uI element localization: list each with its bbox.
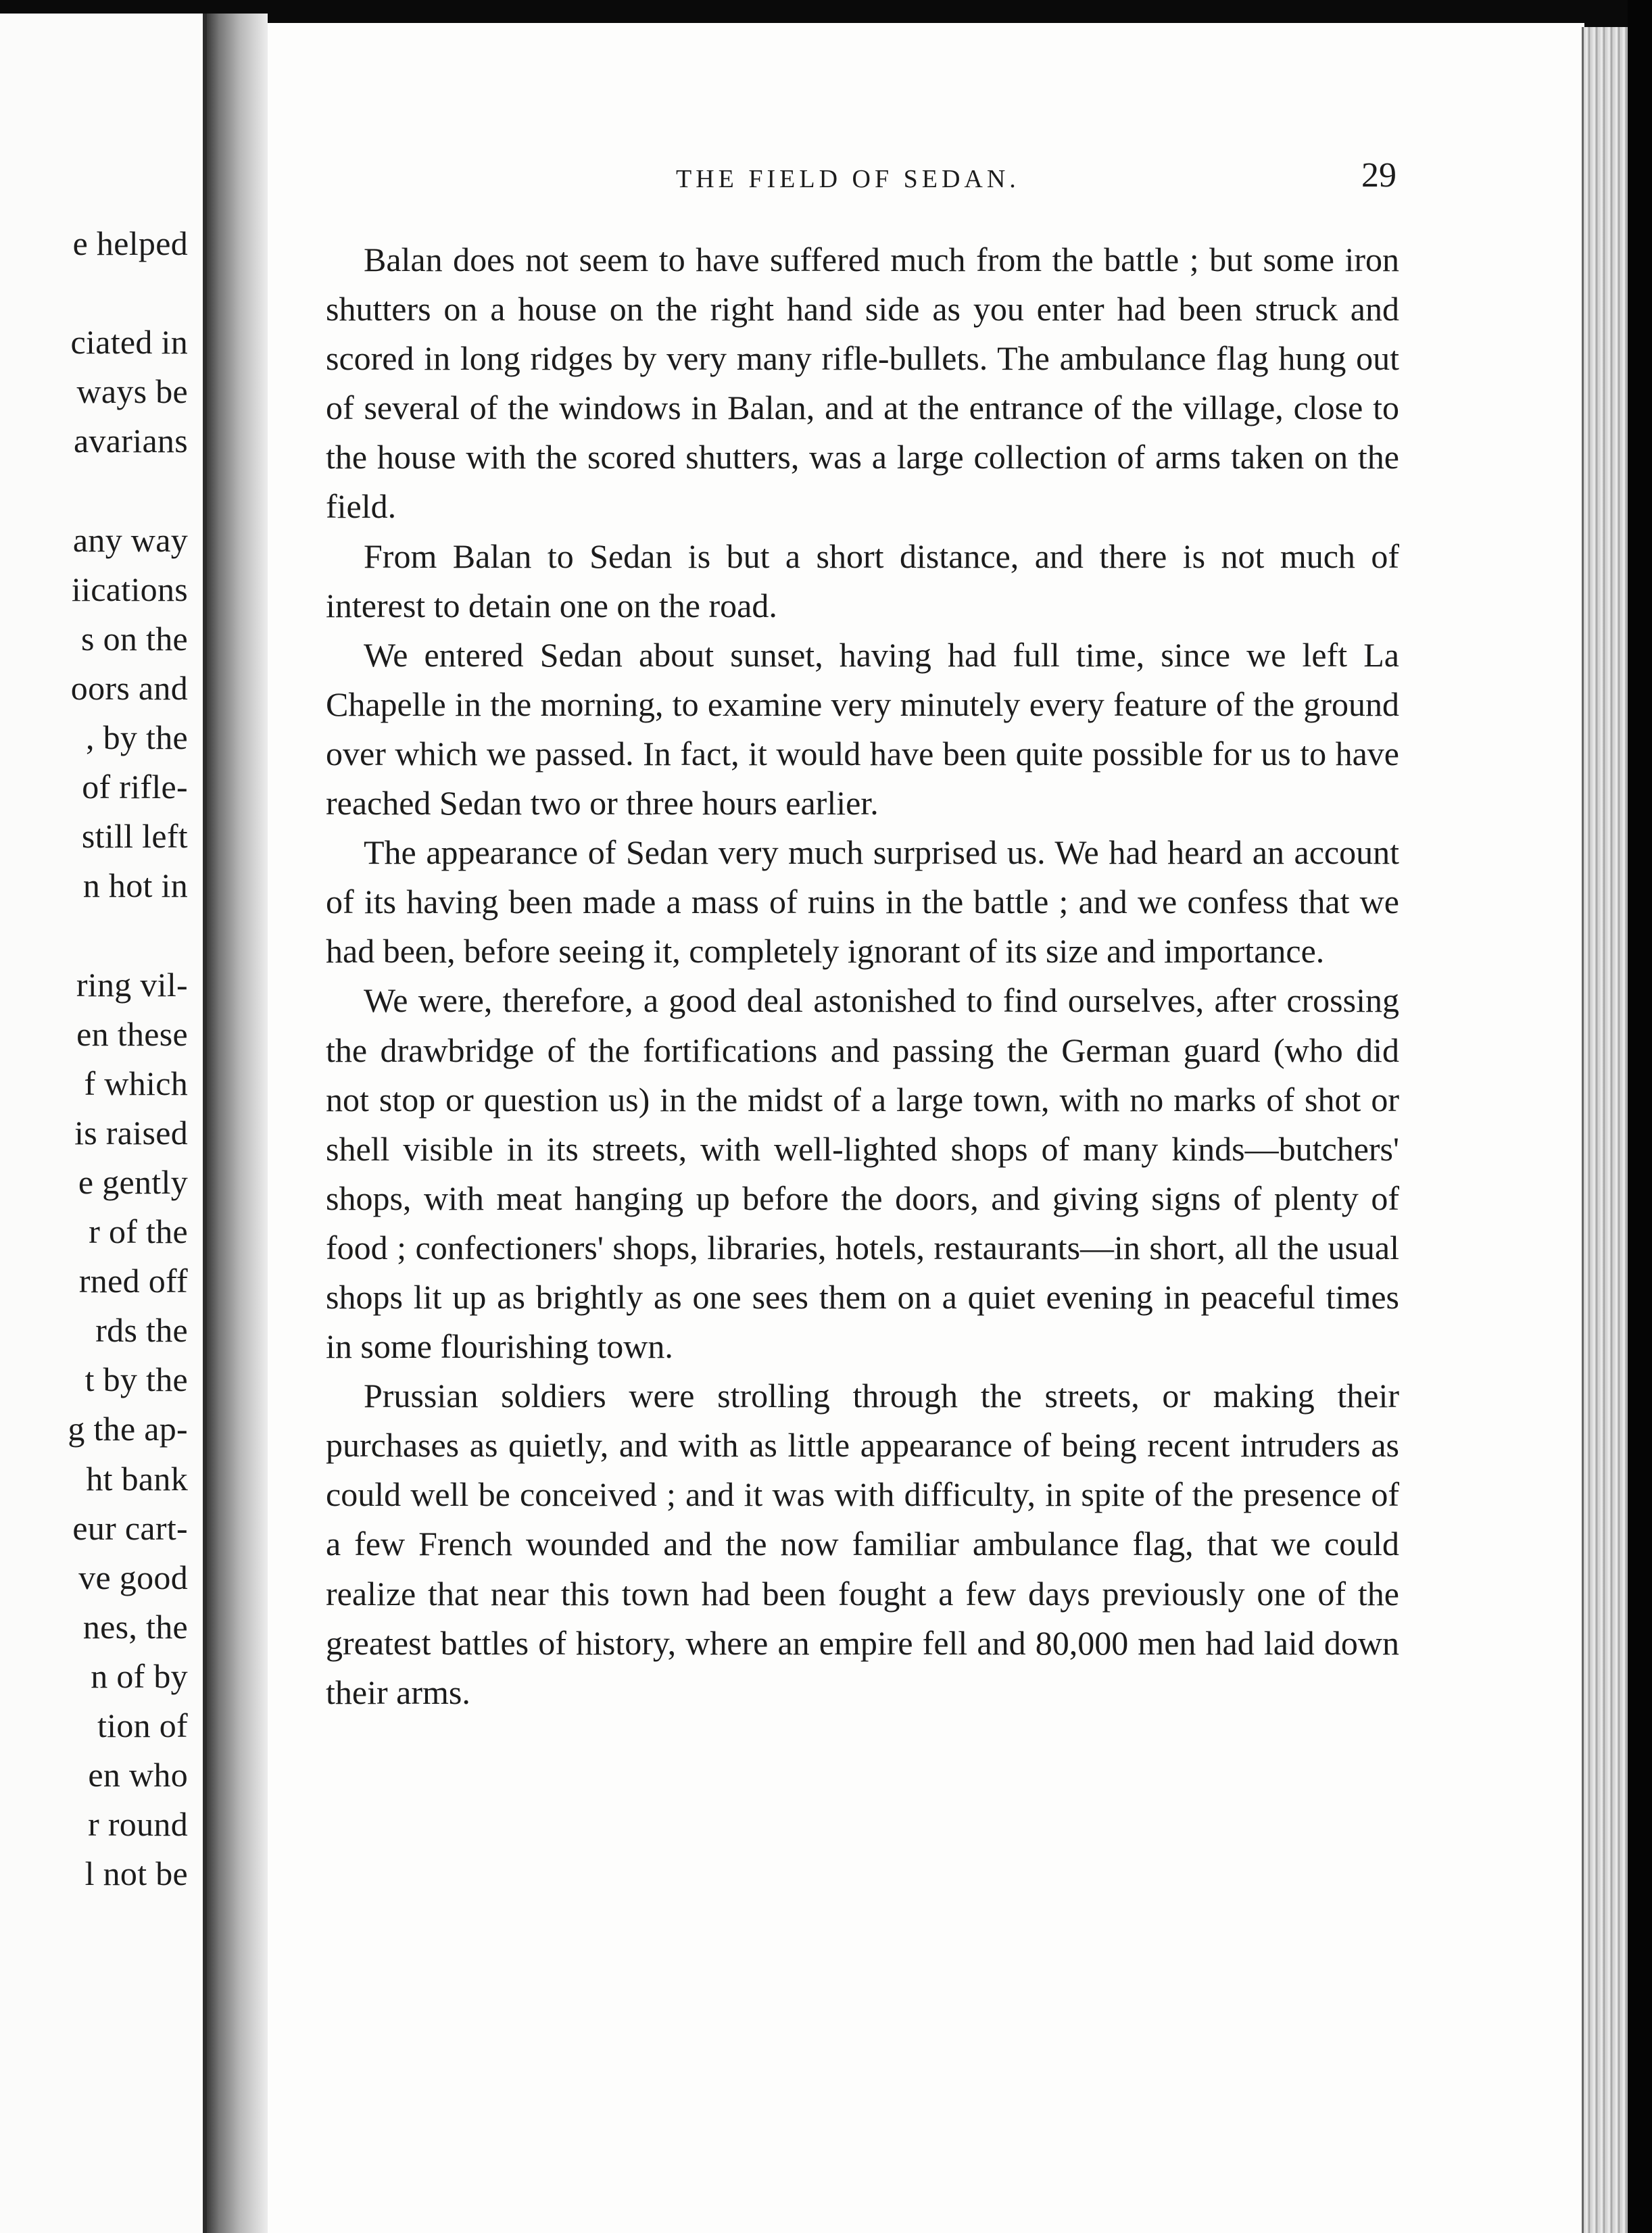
previous-page-line-fragment: l not be [84,1855,188,1893]
previous-page-line-fragment: s on the [81,619,188,658]
previous-page-line-fragment: ways be [76,372,188,411]
running-head: THE FIELD OF SEDAN. [676,165,1020,193]
page-number: 29 [1361,156,1396,195]
previous-page-line-fragment: , by the [86,718,188,756]
previous-page-line-fragment: eur cart- [72,1508,188,1547]
previous-page-line-fragment: en these [76,1014,188,1053]
previous-page-line-fragment: still left [81,817,188,856]
book-gutter-shadow [207,14,268,2233]
paragraph: We were, therefore, a good deal astonished to find ourselves, after crossing the drawbridge of the fortifications and passing the German guard (who did not stop or question us) in the midst of a large town, with no marks of shot or shell visible in its streets, with well-lighted shops of many kinds—butchers' shops, with meat hanging up before the doors, and giving signs of plenty of food ; confectioners' shops, libraries, hotels, restaurants—in short, all the usual shops lit up as brightly as one sees them on a quiet evening in peaceful times in some flourishing town. [326,981,1399,1366]
previous-page-line-fragment: oors and [70,668,188,707]
previous-page-line-fragment: e gently [78,1162,188,1201]
previous-page-line-fragment: avarians [74,422,188,460]
paragraph: From Balan to Sedan is but a short distance, and there is not much of interest to detain one on the road. [326,537,1399,624]
previous-page-line-fragment: ht bank [86,1459,188,1498]
previous-page-fragment [0,14,207,2233]
previous-page-line-fragment: ve good [78,1558,188,1596]
previous-page-line-fragment: t by the [84,1360,188,1399]
previous-page-line-fragment: en who [88,1756,188,1794]
previous-page-line-fragment: iications [71,570,188,608]
previous-page-line-fragment: ciated in [70,323,188,362]
previous-page-line-fragment: of rifle- [82,768,188,806]
stacked-page-edges [1582,27,1630,2233]
previous-page-line-fragment: n hot in [82,866,188,905]
paragraph: Prussian soldiers were strolling through the streets, or making their purchases as quietly, and with as little appearance of being recent intruders as could well be conceived ; and it was with difficulty, in spite of the presence of a few French wounded and the now familiar ambulance flag, that we could realize that near this town had been fought a few days previously one of the greatest battles of history, where an empire fell and 80,000 men had laid down their arms. [326,1377,1399,1711]
paragraph: Balan does not seem to have suffered much from the battle ; but some iron shutters on a house on the right hand side as you enter had been struck and scored in long ridges by very many rifle-bullets. The ambulance flag hung out of several of the windows in Balan, and at the entrance of the village, close to the house with the scored shutters, was a large collection of arms taken on the field. [326,241,1399,526]
previous-page-line-fragment: r of the [89,1212,188,1250]
previous-page-line-fragment: tion of [97,1707,188,1744]
previous-page-line-fragment: ring vil- [76,965,188,1004]
previous-page-line-fragment: n of by [91,1657,188,1695]
page-body-text [326,235,1399,1717]
previous-page-line-fragment: any way [72,520,188,559]
previous-page-line-fragment: f which [84,1064,188,1102]
paragraph: We entered Sedan about sunset, having had full time, since we left La Chapelle in the morning, to examine very minutely every feature of the ground over which we passed. In fact, it would have been quite possible for us to have reached Sedan two or three hours earlier. [326,635,1399,823]
scan-edge [1628,0,1652,2233]
previous-page-line-fragment: is raised [74,1113,188,1152]
previous-page-line-fragment: r round [88,1805,188,1844]
paragraph: The appearance of Sedan very much surprised us. We had heard an account of its having been made a mass of ruins in the battle ; and we confess that we had been, before seeing it, completely ignorant of its size and importance. [326,833,1399,971]
previous-page-line-fragment: e helped [72,224,188,262]
previous-page-line-fragment: g the ap- [68,1410,188,1448]
previous-page-line-fragment: nes, the [82,1607,188,1646]
previous-page-line-fragment: rned off [78,1262,188,1300]
previous-page-line-fragment: rds the [95,1311,188,1350]
